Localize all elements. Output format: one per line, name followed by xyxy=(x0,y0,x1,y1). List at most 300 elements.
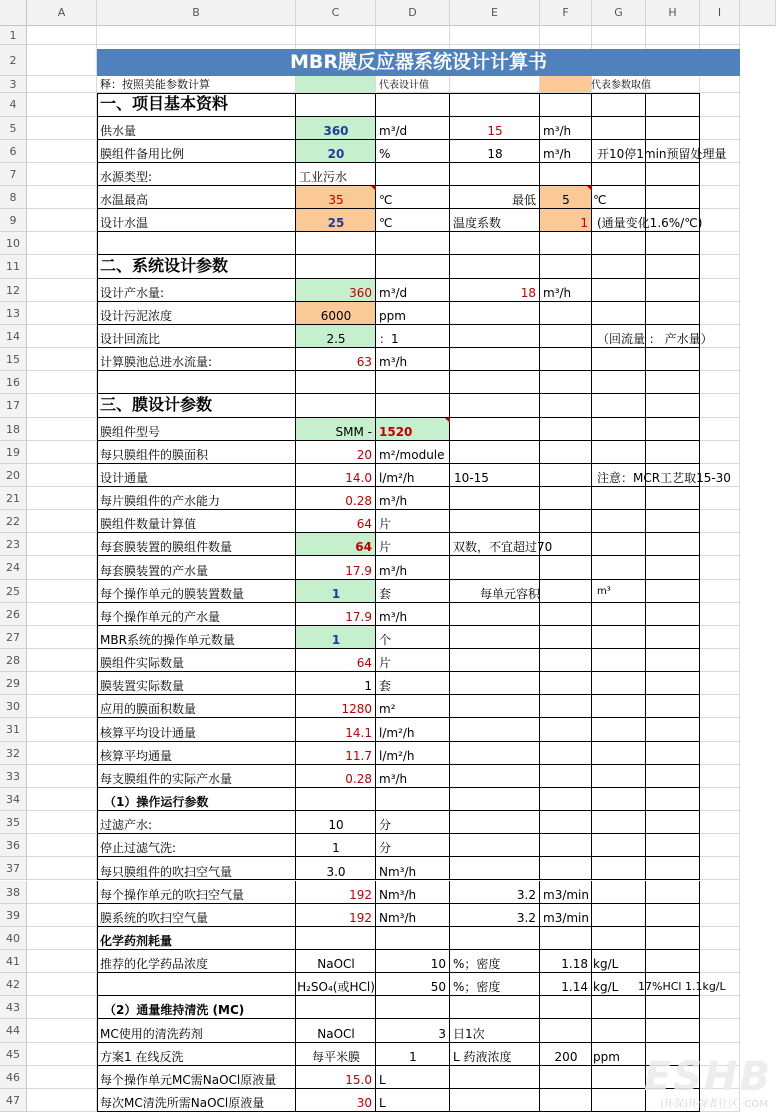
table-cell[interactable] xyxy=(592,533,646,556)
table-cell[interactable] xyxy=(592,371,646,394)
table-cell[interactable] xyxy=(646,302,700,325)
table-cell[interactable] xyxy=(296,927,376,950)
table-cell[interactable] xyxy=(646,950,700,973)
row-header-12[interactable]: 12 xyxy=(0,279,27,302)
table-cell[interactable] xyxy=(592,857,646,880)
row-header-43[interactable]: 43 xyxy=(0,996,27,1019)
column-header-g[interactable]: G xyxy=(592,0,646,26)
table-cell[interactable] xyxy=(540,394,592,417)
table-cell[interactable] xyxy=(646,487,700,510)
row-header-27[interactable]: 27 xyxy=(0,626,27,649)
cell[interactable] xyxy=(27,163,97,186)
select-all-corner[interactable] xyxy=(0,0,27,26)
table-cell[interactable] xyxy=(376,255,450,278)
cell[interactable] xyxy=(27,26,97,45)
row-header-6[interactable]: 6 xyxy=(0,140,27,163)
table-cell[interactable] xyxy=(450,1066,540,1089)
table-cell[interactable] xyxy=(646,649,700,672)
cell[interactable] xyxy=(27,580,97,603)
cell[interactable] xyxy=(27,533,97,556)
table-cell[interactable] xyxy=(540,834,592,857)
table-cell[interactable] xyxy=(540,996,592,1019)
table-cell[interactable] xyxy=(592,556,646,579)
table-cell[interactable] xyxy=(540,1019,592,1042)
table-cell[interactable] xyxy=(296,255,376,278)
column-header-h[interactable]: H xyxy=(646,0,700,26)
cell[interactable] xyxy=(700,348,740,371)
table-cell[interactable] xyxy=(540,626,592,649)
cell[interactable] xyxy=(700,626,740,649)
cell[interactable] xyxy=(27,279,97,302)
column-header-i[interactable]: I xyxy=(700,0,740,26)
table-cell[interactable] xyxy=(97,371,296,394)
table-cell[interactable] xyxy=(296,788,376,811)
table-cell[interactable] xyxy=(450,765,540,788)
cell[interactable] xyxy=(700,580,740,603)
row-header-13[interactable]: 13 xyxy=(0,302,27,325)
table-cell[interactable] xyxy=(592,603,646,626)
table-cell[interactable] xyxy=(450,93,540,116)
row-header-18[interactable]: 18 xyxy=(0,418,27,441)
cell[interactable] xyxy=(27,742,97,765)
cell[interactable] xyxy=(700,232,740,255)
table-cell[interactable] xyxy=(296,394,376,417)
table-cell[interactable] xyxy=(450,788,540,811)
table-cell[interactable] xyxy=(646,927,700,950)
table-cell[interactable] xyxy=(450,718,540,741)
cell[interactable] xyxy=(450,76,540,93)
cell[interactable] xyxy=(27,1019,97,1042)
table-cell[interactable] xyxy=(540,603,592,626)
cell[interactable] xyxy=(27,718,97,741)
cell[interactable] xyxy=(27,93,97,116)
table-cell[interactable] xyxy=(450,325,540,348)
row-header-25[interactable]: 25 xyxy=(0,580,27,603)
table-cell[interactable] xyxy=(540,765,592,788)
cell[interactable] xyxy=(27,626,97,649)
table-cell[interactable] xyxy=(540,163,592,186)
table-cell[interactable] xyxy=(592,441,646,464)
cell[interactable] xyxy=(27,76,97,93)
row-header-21[interactable]: 21 xyxy=(0,487,27,510)
cell[interactable] xyxy=(700,487,740,510)
table-cell[interactable] xyxy=(450,811,540,834)
table-cell[interactable] xyxy=(592,765,646,788)
cell[interactable] xyxy=(27,1043,97,1066)
cell[interactable] xyxy=(700,950,740,973)
table-cell[interactable] xyxy=(450,857,540,880)
table-cell[interactable] xyxy=(540,371,592,394)
table-cell[interactable] xyxy=(540,672,592,695)
row-header-40[interactable]: 40 xyxy=(0,927,27,950)
row-header-23[interactable]: 23 xyxy=(0,533,27,556)
table-cell[interactable] xyxy=(646,626,700,649)
cell[interactable] xyxy=(27,209,97,232)
row-header-10[interactable]: 10 xyxy=(0,232,27,255)
cell[interactable] xyxy=(27,1066,97,1089)
table-cell[interactable] xyxy=(450,834,540,857)
table-cell[interactable] xyxy=(97,232,296,255)
table-cell[interactable] xyxy=(646,441,700,464)
table-cell[interactable] xyxy=(592,302,646,325)
table-cell[interactable] xyxy=(646,765,700,788)
cell[interactable] xyxy=(27,255,97,278)
table-cell[interactable] xyxy=(646,186,700,209)
cell[interactable] xyxy=(700,765,740,788)
cell[interactable] xyxy=(700,418,740,441)
row-header-42[interactable]: 42 xyxy=(0,973,27,996)
cell[interactable] xyxy=(27,1089,97,1112)
cell[interactable] xyxy=(700,811,740,834)
row-header-16[interactable]: 16 xyxy=(0,371,27,394)
row-header-32[interactable]: 32 xyxy=(0,742,27,765)
table-cell[interactable] xyxy=(646,418,700,441)
cell[interactable] xyxy=(700,163,740,186)
row-header-36[interactable]: 36 xyxy=(0,834,27,857)
column-header-d[interactable]: D xyxy=(376,0,450,26)
table-cell[interactable] xyxy=(450,626,540,649)
table-cell[interactable] xyxy=(592,695,646,718)
table-cell[interactable] xyxy=(450,348,540,371)
cell[interactable] xyxy=(700,672,740,695)
row-header-4[interactable]: 4 xyxy=(0,93,27,116)
table-cell[interactable] xyxy=(540,1089,592,1112)
cell[interactable] xyxy=(27,140,97,163)
column-header-a[interactable]: A xyxy=(27,0,97,26)
row-header-44[interactable]: 44 xyxy=(0,1019,27,1042)
cell[interactable] xyxy=(27,927,97,950)
table-cell[interactable] xyxy=(592,394,646,417)
cell[interactable] xyxy=(700,93,740,116)
table-cell[interactable] xyxy=(540,418,592,441)
row-header-1[interactable]: 1 xyxy=(0,26,27,45)
cell[interactable] xyxy=(700,76,740,93)
table-cell[interactable] xyxy=(646,857,700,880)
row-header-31[interactable]: 31 xyxy=(0,718,27,741)
table-cell[interactable] xyxy=(450,996,540,1019)
table-cell[interactable] xyxy=(646,996,700,1019)
row-header-47[interactable]: 47 xyxy=(0,1089,27,1112)
cell[interactable] xyxy=(700,533,740,556)
table-cell[interactable] xyxy=(540,93,592,116)
row-header-9[interactable]: 9 xyxy=(0,209,27,232)
cell[interactable] xyxy=(700,742,740,765)
table-cell[interactable] xyxy=(540,556,592,579)
table-cell[interactable] xyxy=(450,255,540,278)
table-cell[interactable] xyxy=(450,394,540,417)
cell[interactable] xyxy=(27,394,97,417)
cell[interactable] xyxy=(700,394,740,417)
table-cell[interactable] xyxy=(540,441,592,464)
row-header-14[interactable]: 14 xyxy=(0,325,27,348)
table-cell[interactable] xyxy=(540,464,592,487)
row-header-11[interactable]: 11 xyxy=(0,255,27,278)
table-cell[interactable] xyxy=(646,394,700,417)
cell[interactable] xyxy=(700,1019,740,1042)
cell[interactable] xyxy=(27,950,97,973)
table-cell[interactable] xyxy=(646,742,700,765)
cell[interactable] xyxy=(27,904,97,927)
table-cell[interactable] xyxy=(376,1089,450,1112)
table-cell[interactable] xyxy=(376,996,450,1019)
cell[interactable] xyxy=(27,348,97,371)
cell[interactable] xyxy=(700,881,740,904)
cell[interactable] xyxy=(27,302,97,325)
cell[interactable] xyxy=(97,26,296,45)
table-cell[interactable] xyxy=(592,117,646,140)
row-header-35[interactable]: 35 xyxy=(0,811,27,834)
table-cell[interactable] xyxy=(592,1089,646,1112)
row-header-3[interactable]: 3 xyxy=(0,76,27,93)
table-cell[interactable] xyxy=(592,1019,646,1042)
table-cell[interactable] xyxy=(376,1066,450,1089)
cell[interactable] xyxy=(27,45,97,76)
row-header-8[interactable]: 8 xyxy=(0,186,27,209)
cell[interactable] xyxy=(27,857,97,880)
table-cell[interactable] xyxy=(592,996,646,1019)
cell[interactable] xyxy=(27,881,97,904)
cell[interactable] xyxy=(27,834,97,857)
table-cell[interactable] xyxy=(646,672,700,695)
cell[interactable] xyxy=(700,649,740,672)
table-cell[interactable] xyxy=(450,649,540,672)
table-cell[interactable] xyxy=(592,649,646,672)
table-cell[interactable] xyxy=(450,603,540,626)
row-header-46[interactable]: 46 xyxy=(0,1066,27,1089)
row-header-2[interactable]: 2 xyxy=(0,45,27,76)
cell[interactable] xyxy=(700,695,740,718)
table-cell[interactable] xyxy=(646,788,700,811)
table-cell[interactable] xyxy=(646,881,700,904)
row-header-24[interactable]: 24 xyxy=(0,556,27,579)
row-header-7[interactable]: 7 xyxy=(0,163,27,186)
table-cell[interactable] xyxy=(540,255,592,278)
cell[interactable] xyxy=(27,117,97,140)
table-cell[interactable] xyxy=(592,255,646,278)
table-cell[interactable] xyxy=(592,788,646,811)
table-cell[interactable] xyxy=(646,93,700,116)
table-cell[interactable] xyxy=(376,232,450,255)
table-cell[interactable] xyxy=(592,93,646,116)
table-cell[interactable] xyxy=(592,487,646,510)
table-cell[interactable] xyxy=(376,371,450,394)
table-cell[interactable] xyxy=(646,580,700,603)
table-cell[interactable] xyxy=(592,232,646,255)
table-cell[interactable] xyxy=(646,834,700,857)
table-cell[interactable] xyxy=(646,117,700,140)
table-cell[interactable] xyxy=(540,788,592,811)
table-cell[interactable] xyxy=(296,232,376,255)
table-cell[interactable] xyxy=(646,232,700,255)
table-cell[interactable] xyxy=(450,695,540,718)
table-cell[interactable] xyxy=(450,418,540,441)
table-cell[interactable] xyxy=(646,904,700,927)
table-cell[interactable] xyxy=(376,394,450,417)
table-cell[interactable] xyxy=(540,302,592,325)
cell[interactable] xyxy=(27,418,97,441)
table-cell[interactable] xyxy=(450,1089,540,1112)
table-cell[interactable] xyxy=(646,695,700,718)
table-cell[interactable] xyxy=(450,232,540,255)
cell[interactable] xyxy=(700,834,740,857)
cell[interactable] xyxy=(27,186,97,209)
cell[interactable] xyxy=(27,765,97,788)
table-cell[interactable] xyxy=(540,695,592,718)
cell[interactable] xyxy=(27,441,97,464)
table-cell[interactable] xyxy=(646,348,700,371)
table-cell[interactable] xyxy=(450,672,540,695)
row-header-38[interactable]: 38 xyxy=(0,881,27,904)
table-cell[interactable] xyxy=(450,510,540,533)
cell[interactable] xyxy=(27,811,97,834)
table-cell[interactable] xyxy=(540,232,592,255)
table-cell[interactable] xyxy=(540,811,592,834)
cell[interactable] xyxy=(646,26,700,45)
column-header-c[interactable]: C xyxy=(296,0,376,26)
table-cell[interactable] xyxy=(592,742,646,765)
table-cell[interactable] xyxy=(450,487,540,510)
table-cell[interactable] xyxy=(296,93,376,116)
table-cell[interactable] xyxy=(376,163,450,186)
table-cell[interactable] xyxy=(592,672,646,695)
table-cell[interactable] xyxy=(592,418,646,441)
cell[interactable] xyxy=(296,26,376,45)
table-cell[interactable] xyxy=(540,348,592,371)
cell[interactable] xyxy=(540,26,592,45)
table-cell[interactable] xyxy=(540,649,592,672)
table-cell[interactable] xyxy=(592,881,646,904)
table-cell[interactable] xyxy=(646,163,700,186)
cell[interactable] xyxy=(27,973,97,996)
table-cell[interactable] xyxy=(540,510,592,533)
row-header-5[interactable]: 5 xyxy=(0,117,27,140)
row-header-15[interactable]: 15 xyxy=(0,348,27,371)
cell[interactable] xyxy=(700,209,740,232)
table-cell[interactable] xyxy=(646,556,700,579)
cell[interactable] xyxy=(700,441,740,464)
row-header-34[interactable]: 34 xyxy=(0,788,27,811)
table-cell[interactable] xyxy=(97,973,296,996)
row-header-45[interactable]: 45 xyxy=(0,1043,27,1066)
table-cell[interactable] xyxy=(450,163,540,186)
table-cell[interactable] xyxy=(540,487,592,510)
cell[interactable] xyxy=(700,302,740,325)
cell[interactable] xyxy=(27,695,97,718)
row-header-19[interactable]: 19 xyxy=(0,441,27,464)
table-cell[interactable] xyxy=(592,1066,646,1089)
table-cell[interactable] xyxy=(592,510,646,533)
cell[interactable] xyxy=(27,325,97,348)
cell[interactable] xyxy=(27,672,97,695)
table-cell[interactable] xyxy=(540,718,592,741)
row-header-30[interactable]: 30 xyxy=(0,695,27,718)
table-cell[interactable] xyxy=(540,1066,592,1089)
table-cell[interactable] xyxy=(592,927,646,950)
cell[interactable] xyxy=(700,857,740,880)
cell[interactable] xyxy=(27,996,97,1019)
row-header-26[interactable]: 26 xyxy=(0,603,27,626)
cell[interactable] xyxy=(27,788,97,811)
row-header-29[interactable]: 29 xyxy=(0,672,27,695)
cell[interactable] xyxy=(27,464,97,487)
table-cell[interactable] xyxy=(376,927,450,950)
table-cell[interactable] xyxy=(646,603,700,626)
table-cell[interactable] xyxy=(540,857,592,880)
cell[interactable] xyxy=(646,76,700,93)
row-header-20[interactable]: 20 xyxy=(0,464,27,487)
row-header-28[interactable]: 28 xyxy=(0,649,27,672)
table-cell[interactable] xyxy=(296,371,376,394)
cell[interactable] xyxy=(27,649,97,672)
row-header-33[interactable]: 33 xyxy=(0,765,27,788)
row-header-22[interactable]: 22 xyxy=(0,510,27,533)
cell[interactable] xyxy=(450,26,540,45)
cell[interactable] xyxy=(27,232,97,255)
cell[interactable] xyxy=(592,26,646,45)
row-header-17[interactable]: 17 xyxy=(0,394,27,417)
cell[interactable] xyxy=(700,371,740,394)
table-cell[interactable] xyxy=(592,811,646,834)
cell[interactable] xyxy=(700,510,740,533)
cell[interactable] xyxy=(700,904,740,927)
cell[interactable] xyxy=(27,487,97,510)
table-cell[interactable] xyxy=(646,255,700,278)
cell[interactable] xyxy=(27,510,97,533)
table-cell[interactable] xyxy=(376,93,450,116)
table-cell[interactable] xyxy=(646,533,700,556)
table-cell[interactable] xyxy=(646,718,700,741)
table-cell[interactable] xyxy=(592,626,646,649)
table-cell[interactable] xyxy=(296,996,376,1019)
column-header-b[interactable]: B xyxy=(97,0,296,26)
table-cell[interactable] xyxy=(450,371,540,394)
table-cell[interactable] xyxy=(540,325,592,348)
table-cell[interactable] xyxy=(646,1019,700,1042)
table-cell[interactable] xyxy=(540,927,592,950)
cell[interactable] xyxy=(27,603,97,626)
table-cell[interactable] xyxy=(646,510,700,533)
column-header-e[interactable]: E xyxy=(450,0,540,26)
table-cell[interactable] xyxy=(450,302,540,325)
cell[interactable] xyxy=(700,255,740,278)
table-cell[interactable] xyxy=(592,163,646,186)
row-header-41[interactable]: 41 xyxy=(0,950,27,973)
cell[interactable] xyxy=(27,556,97,579)
column-header-f[interactable]: F xyxy=(540,0,592,26)
cell[interactable] xyxy=(700,927,740,950)
table-cell[interactable] xyxy=(592,718,646,741)
table-cell[interactable] xyxy=(646,811,700,834)
table-cell[interactable] xyxy=(646,279,700,302)
table-cell[interactable] xyxy=(376,788,450,811)
table-cell[interactable] xyxy=(592,279,646,302)
cell[interactable] xyxy=(700,718,740,741)
cell[interactable] xyxy=(700,788,740,811)
table-cell[interactable] xyxy=(450,441,540,464)
cell[interactable] xyxy=(700,26,740,45)
cell[interactable] xyxy=(700,279,740,302)
row-header-39[interactable]: 39 xyxy=(0,904,27,927)
table-cell[interactable] xyxy=(450,556,540,579)
table-cell[interactable] xyxy=(592,834,646,857)
table-cell[interactable] xyxy=(646,371,700,394)
cell[interactable] xyxy=(27,371,97,394)
table-cell[interactable] xyxy=(592,348,646,371)
cell[interactable] xyxy=(700,556,740,579)
table-cell[interactable] xyxy=(540,742,592,765)
cell[interactable] xyxy=(700,603,740,626)
table-cell[interactable] xyxy=(450,927,540,950)
